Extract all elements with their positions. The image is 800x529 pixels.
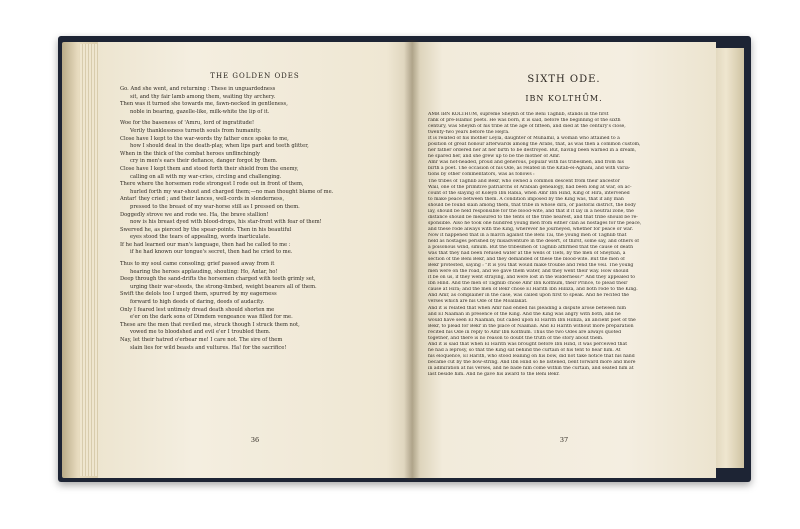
prose-line: Amr was hot-headed, proud and generous, popular with his tribesmen, and from his (428, 160, 624, 166)
verse-line: When in the thick of the combat heroes unflinchingly (120, 150, 260, 157)
verse-line: eyes stood the tears of appealing, words inarticulate. (130, 234, 271, 241)
prose-line: in admiration at his verses, and he bade him come within the curtain, and seated him at (428, 365, 634, 371)
verse-line: Woe for the baseness of 'Amru, lord of ingratitude! (120, 120, 255, 127)
verse-line: hearing the heroes applauding, shouting: Ho, Antar, ho! (130, 268, 278, 275)
verse-line: Deep through the sand-drifts the horsemen charged with teeth grimly set, (120, 276, 316, 283)
prose-line: became cut by the bow-string. And Ibn Hind so he listened, bent forward more and more (428, 359, 636, 365)
page-number-left: 36 (250, 436, 260, 444)
prose-line: recited his Ode in reply to Amr Ibn Kolthûm. Thus the two Odes are always quoted (428, 329, 622, 335)
prose-line: sponsible. Also he took one hundred young men from either clan as hostages for the peace, (428, 220, 642, 226)
verse-block (120, 86, 404, 352)
prose-line: birth a poet. The occasion of his Ode, as related in the Kitâb-el-Aghâni, and with varia- (428, 166, 631, 172)
verse-line: Go. And she went, and returning : These in unguardedness (120, 86, 276, 92)
verse-line: Swift the delols too I urged them, spurred by my eagerness (120, 291, 277, 298)
prose-line: together, and there is no reason to doubt the truth of the story about them. (428, 335, 604, 341)
verse-line: now is his breast dyed with blood-drops, his star-front with fear of them! (130, 219, 322, 226)
prose-line: Bekr, to plead for Bekr in the place of Nâamân. And El Hârith without more preparation (428, 323, 634, 329)
prose-line: her father ordered her at her birth to be destroyed. But, having been warned in a dream, (428, 148, 637, 154)
prose-line: And Amr, as complainer in the case, was called upon first to speak. And he recited the (428, 293, 629, 299)
prose-line: tions by other commentators, was as follows : (428, 172, 535, 178)
prose-line: and El Nâamân in presence of the King. And the King was angry with both, and he (428, 311, 621, 317)
running-head: THE GOLDEN ODES (210, 72, 300, 80)
verse-line: Nay, let their hatred o'erbear me! I care not. The sire of them (120, 337, 283, 343)
prose-line: Ibn Hind. And the men of Tâghlib chose Amr Ibn Kolthûm, their Prince, to plead their (428, 281, 628, 287)
prose-line: Bekr protested, saying : "It is you that would make trouble and rend the veil. The young (428, 263, 634, 269)
prose-line: count of the slaying of Koléyb Ibn Rabia, when Amr Ibn Hind, King of Hira, intervened (428, 190, 630, 196)
prose-line: he had a leprosy, so that the King sat behind the curtain of his tent to hear him. At (428, 347, 621, 353)
verse-line: urging their war-steeds, the strong-limbed, weight bearers all of them. (130, 283, 317, 290)
right-page (412, 42, 716, 478)
prose-line: men were on the road, and we gave them water, and they went their way. How should (428, 269, 629, 275)
prose-line: his eloquence, El Hârith, who stood leaning on his bow, did not take notice that his hand (428, 353, 635, 359)
page-number-right: 37 (559, 436, 569, 444)
prose-line: cause at Hira; and the men of Bekr chose El Harith Ibn Hilliza, and both rode to the King. (428, 287, 638, 293)
verse-line: These are the men that reviled me, struck though I struck them not, (120, 321, 300, 328)
verse-line: Doggedly strove we and rode we. Ha, the brave stallion! (120, 211, 269, 218)
prose-line: The tribes of Tâghlib and Bekr, who owned a common descent from their ancestor (428, 178, 620, 184)
ode-subtitle: IBN KOLTHÛM. (525, 94, 603, 103)
prose-line: he spared her, and she grew up to be the mother of Amr. (428, 154, 561, 160)
prose-line: it be on us, if they went straying, and were lost in the wilderness?" And they appealed to (428, 275, 636, 281)
prose-line: verses which are his Ode of the Moallakât. (428, 299, 528, 305)
prose-line: section of the Béni Bekr, and they demanded of these the blood-wite. But the men of (428, 257, 625, 263)
verse-line: cry in men's ears their defiance, danger forgot by them. (130, 158, 278, 165)
verse-line: hurled forth my war-shout and charged them;—no man thought blame of me. (130, 188, 334, 195)
verse-line: If he had learned our man's language, then had he called to me : (120, 241, 291, 248)
verse-line: Antar! they cried ; and their lances, well-cords in slenderness, (120, 196, 285, 203)
left-page (98, 42, 412, 478)
verse-line: slain lies for wild beasts and vultures. Ha! for the sacrifice! (130, 344, 287, 351)
prose-line: was that they had been refused water at the wells of Tlefs, by the men of Sheybân, a (428, 251, 626, 257)
verse-line: Close have I kept them and stood forth their shield from the enemy, (120, 165, 299, 172)
prose-line: would have seen El Nâamân, but called upon El Hârith Ibn Hilliza, an ancient poet of the (428, 317, 636, 323)
prose-line: to make peace between them. A condition imposed by the King was, that if any man (428, 196, 624, 202)
prose-line: It is related of his mother Léyla, daughter of Muhálhil, a woman who attained to a (428, 136, 620, 142)
prose-block (428, 112, 710, 378)
prose-line: Now it happened that in a march against the Béni Tâï, the young men of Tâghlib that (428, 232, 627, 238)
verse-line: calling on all with my war-cries, circling and challenging. (130, 173, 282, 180)
prose-line: distance should be measured to the tents of the tribe nearest, and that tribe should be re- (428, 214, 638, 220)
verse-line: how I should deal in the death-play, when lips part and teeth glitter, (130, 143, 309, 150)
prose-line: should be found slain among them, that tribe in whose dira, or pastoral district, the body (428, 202, 636, 208)
verse-line: sit, and thy fair lamb among them, waiting thy archery. (130, 93, 276, 100)
verse-line: noble in bearing, gazelle-like, milk-white the lip of it. (130, 108, 270, 115)
prose-line: rank of pre-Islamic poets. He was born, it is said, before the beginning of the sixth (428, 118, 621, 124)
verse-line: if he had known our tongue's secret, then had he cried to me. (130, 249, 293, 256)
prose-line: held as hostages perished by misadventure in the desert, of thirst, some say, and others of (428, 238, 639, 244)
prose-line: And it is said that when El Hârith was brought before Ibn Hind, it was perceived that (428, 341, 628, 347)
verse-line: Then was it turned she towards me, fawn-necked in gentleness, (120, 101, 288, 108)
verse-line: pressed to the breast of my war-horse still as I pressed on them. (130, 203, 300, 210)
prose-line: last beside him. And he gave his award to the Béni Bekr. (428, 372, 560, 378)
prose-line: And it is related that when Amr had ended his pleading a dispute arose between him (428, 305, 626, 311)
ode-title: SIXTH ODE. (527, 74, 601, 85)
prose-line: position of great honour afterwards among the Arabs, that, as was then a common custom, (428, 142, 641, 148)
prose-line: a poisonous wind, simûm. But the tribesmen of Tâghlib affirmed that the cause of death (428, 245, 634, 251)
verse-line: Only I feared lest untimely dread death should shorten me (120, 306, 275, 313)
prose-line: twenty-two years before the Hejra. (428, 130, 510, 136)
prose-line: AMR IBN KOLTHÛM, supreme Sheykh of the Béni Tâghlib, stands in the first (428, 112, 609, 117)
verse-line: vowed me to bloodshed and evil e'er I troubled them. (130, 329, 271, 336)
book-gutter (404, 40, 420, 480)
verse-line: Thus to my soul came consoling; grief passed away from it (120, 261, 275, 268)
verse-line: Swerved he, as pierced by the spear-points. Then in his beautiful (120, 226, 292, 233)
prose-line: century, was Sheykh of his tribe at the age of fifteen, and died at the century's close, (428, 124, 626, 130)
verse-line: Close have I kept to the war-words thy father once spoke to me, (120, 135, 289, 142)
verse-line: Verily thanklessness turneth souls from humanity. (130, 127, 262, 134)
verse-line: There where the horsemen rode strongest I rode out in front of them, (120, 181, 304, 188)
prose-line: Wail, one of the primitive patriarchs of Arabian genealogy, had been long at war, on ac- (428, 184, 632, 190)
verse-line: e'er on the dark sons of Dimdem vengeance was filled for me. (130, 314, 293, 321)
prose-line: lay, should be held responsible for the blood-wite, and that if it lay in a neutral zone, the (428, 208, 634, 214)
verse-line: forward to high deeds of daring, deeds of audacity. (130, 299, 265, 306)
prose-line: and these rode always with the King, wherever he journeyed, whether for peace or war. (428, 226, 634, 232)
